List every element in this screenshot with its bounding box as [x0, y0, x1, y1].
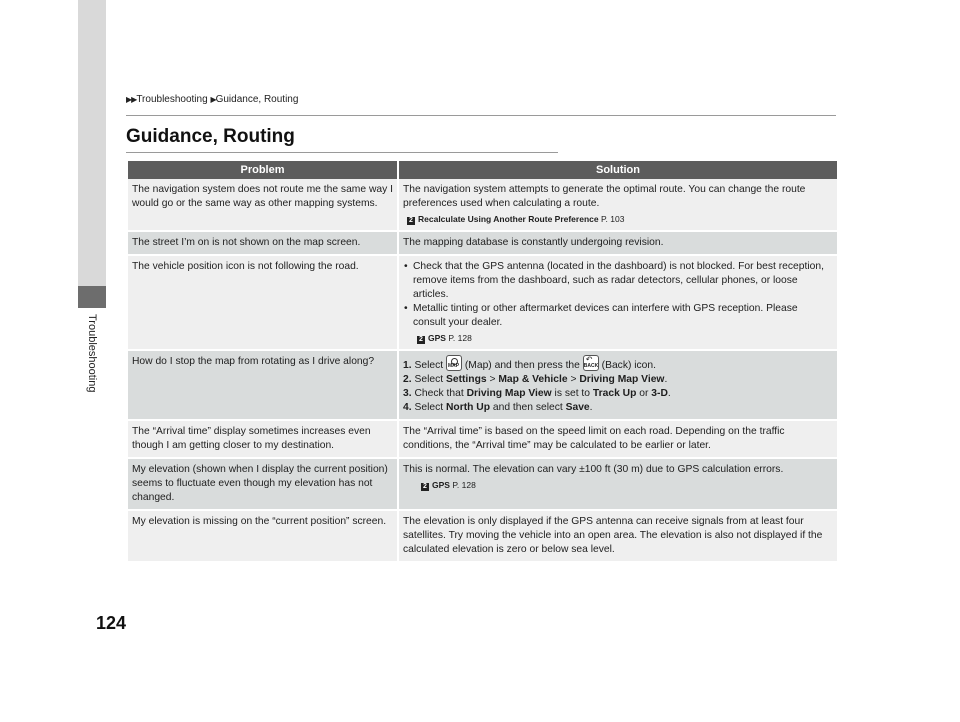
- reference-arrow-icon: 2: [407, 217, 415, 225]
- solution-text: The navigation system attempts to generate the optimal route. You can change the route preferences used when calculating a route.: [403, 184, 806, 209]
- solution-text: This is normal. The elevation can vary ±100 ft (30 m) due to GPS calculation errors.: [403, 464, 784, 475]
- back-icon[interactable]: ↶ BACK: [583, 355, 599, 371]
- cross-reference-link[interactable]: 2 GPS P. 128: [421, 478, 833, 492]
- reference-arrow-icon: 2: [421, 483, 429, 491]
- table-row: [128, 510, 837, 561]
- solution-cell: The “Arrival time” is based on the speed limit on each road. Depending on the traffic conditions, the “Arrival time” may be calculated to be earlier or later.: [398, 420, 837, 458]
- problem-cell: My elevation is missing on the “current position” screen.: [128, 510, 398, 561]
- breadcrumb-item[interactable]: Guidance, Routing: [215, 94, 299, 105]
- solution-cell: [398, 179, 837, 231]
- solution-cell: [398, 458, 837, 510]
- solution-cell: The elevation is only displayed if the GPS antenna can receive signals from at least four satellites. Try moving the vehicle into an open area. The elevation is also not displayed if the calculated elevation is zero or below sea level.: [398, 510, 837, 561]
- table-row: [128, 231, 837, 255]
- column-header-problem: Problem: [128, 161, 398, 179]
- sidebar-tab: [78, 0, 106, 286]
- page-number: 124: [96, 613, 127, 633]
- step-2: 2. Select Settings > Map & Vehicle > Driving Map View.: [403, 374, 668, 385]
- column-header-solution: Solution: [398, 161, 837, 179]
- header-divider: [126, 115, 836, 116]
- title-divider: [126, 152, 558, 153]
- problem-cell: The vehicle position icon is not following the road.: [128, 255, 398, 350]
- map-icon[interactable]: MAP: [446, 355, 462, 371]
- table-row: [128, 420, 837, 458]
- table-row: [128, 179, 837, 231]
- breadcrumb-arrow-icon: ▶: [210, 95, 216, 104]
- bullet-item: • Check that the GPS antenna (located in the dashboard) is not blocked. For best reception, remove items from the dashboard, such as radar detectors, cellular phones, or loose articles.: [404, 261, 824, 300]
- problem-cell: My elevation (shown when I display the current position) seems to fluctuate even though my elevation has not changed.: [128, 458, 398, 510]
- problem-cell: The street I’m on is not shown on the map screen.: [128, 231, 398, 255]
- solution-cell: [398, 255, 837, 350]
- troubleshooting-table: [128, 161, 837, 561]
- sidebar-section-label: Troubleshooting: [86, 314, 98, 393]
- table-row: [128, 350, 837, 420]
- solution-cell: [398, 350, 837, 420]
- step-1: 1. Select MAP (Map) and then press the ↶ BACK (Back) icon.: [403, 355, 833, 373]
- page-title: Guidance, Routing: [126, 126, 295, 147]
- cross-reference-link[interactable]: 2 Recalculate Using Another Route Preference P. 103: [407, 212, 833, 226]
- problem-cell: How do I stop the map from rotating as I drive along?: [128, 350, 398, 420]
- breadcrumb-arrow-icon: ▶▶: [126, 95, 137, 104]
- solution-cell: The mapping database is constantly undergoing revision.: [398, 231, 837, 255]
- bullet-item: • Metallic tinting or other aftermarket devices can interfere with GPS reception. Please consult your dealer.: [404, 303, 798, 328]
- breadcrumb-item[interactable]: Troubleshooting: [136, 94, 208, 105]
- step-4: 4. Select North Up and then select Save.: [403, 402, 593, 413]
- breadcrumb: [126, 94, 298, 105]
- cross-reference-link[interactable]: 2 GPS P. 128: [417, 331, 833, 345]
- table-row: [128, 255, 837, 350]
- reference-arrow-icon: 2: [417, 336, 425, 344]
- problem-cell: The “Arrival time” display sometimes increases even though I am getting closer to my destination.: [128, 420, 398, 458]
- step-3: 3. Check that Driving Map View is set to Track Up or 3-D.: [403, 388, 671, 399]
- table-row: [128, 458, 837, 510]
- table-header-row: [128, 161, 837, 179]
- problem-cell: The navigation system does not route me the same way I would go or the same way as other mapping systems.: [128, 179, 398, 231]
- sidebar-section-marker: [78, 286, 106, 308]
